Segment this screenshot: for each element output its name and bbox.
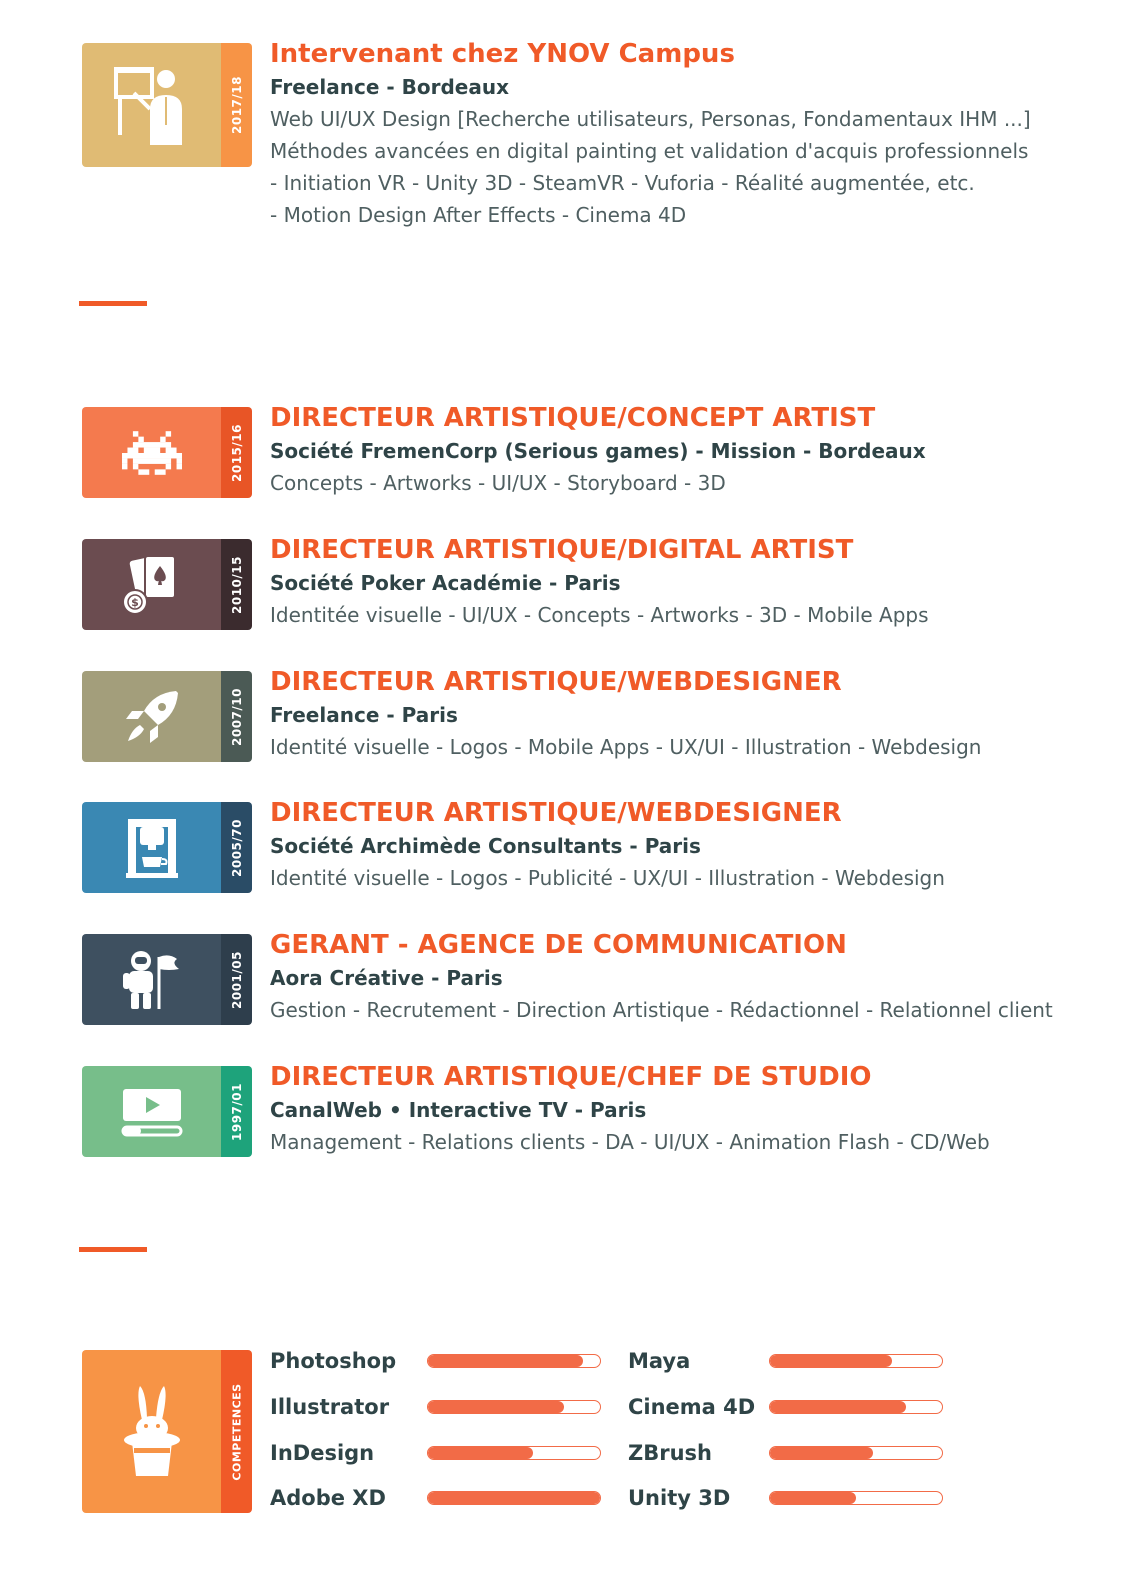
skill-level-bar (769, 1354, 943, 1368)
year-badge (82, 671, 252, 762)
skill-row (628, 1483, 945, 1513)
icon-box (82, 671, 221, 762)
rocket-icon (122, 687, 182, 747)
description-line: Identité visuelle - Logos - Publicité - UX/UI - Illustration - Webdesign (270, 866, 945, 890)
entry-text (270, 401, 1130, 499)
year-bar (221, 671, 252, 762)
year-badge (82, 407, 252, 498)
year-label: 2010/15 (229, 555, 244, 614)
skill-level-fill (770, 1401, 906, 1413)
skill-name: Photoshop (270, 1349, 397, 1373)
skill-level-fill (428, 1355, 583, 1367)
company-name: Aora Créative - Paris (270, 966, 503, 990)
description-line: Identitée visuelle - UI/UX - Concepts - Artworks - 3D - Mobile Apps (270, 603, 929, 627)
job-title: DIRECTEUR ARTISTIQUE/WEBDESIGNER (270, 667, 842, 697)
year-bar (221, 802, 252, 893)
icon-box (82, 407, 221, 498)
entry-text (270, 796, 1130, 894)
entry-text (270, 37, 1130, 231)
skill-row (270, 1438, 603, 1468)
year-bar (221, 539, 252, 630)
year-bar (221, 1066, 252, 1157)
space-invader-icon (122, 431, 182, 475)
description-line: Gestion - Recrutement - Direction Artistique - Rédactionnel - Relationnel client (270, 998, 1053, 1022)
skill-level-bar (769, 1400, 943, 1414)
skill-level-fill (770, 1492, 856, 1504)
video-player-icon (121, 1087, 183, 1137)
year-bar (221, 43, 252, 167)
job-title: DIRECTEUR ARTISTIQUE/DIGITAL ARTIST (270, 535, 854, 565)
description-line: Concepts - Artworks - UI/UX - Storyboard - 3D (270, 471, 726, 495)
year-badge (82, 934, 252, 1025)
year-label: 2001/05 (229, 950, 244, 1009)
description-line: Web UI/UX Design [Recherche utilisateurs, Personas, Fondamentaux IHM ...] (270, 107, 1031, 131)
skill-level-bar (427, 1491, 601, 1505)
skill-level-fill (428, 1492, 600, 1504)
skill-row (270, 1483, 603, 1513)
section-divider (79, 301, 147, 306)
skill-name: Illustrator (270, 1395, 390, 1419)
magic-hat-rabbit-icon (122, 1384, 182, 1480)
year-badge (82, 802, 252, 893)
company-name: Société FremenCorp (Serious games) - Mission - Bordeaux (270, 439, 926, 463)
year-badge (82, 43, 252, 167)
skills-label: COMPETENCES (230, 1382, 243, 1481)
description-line: Management - Relations clients - DA - UI/UX - Animation Flash - CD/Web (270, 1130, 990, 1154)
entry-text (270, 533, 1130, 631)
skill-row (270, 1346, 603, 1376)
icon-box (82, 539, 221, 630)
icon-box (82, 802, 221, 893)
section-divider (79, 1247, 147, 1252)
icon-box (82, 934, 221, 1025)
skill-row (628, 1438, 945, 1468)
skill-level-bar (769, 1446, 943, 1460)
job-title: GERANT - AGENCE DE COMMUNICATION (270, 930, 847, 960)
entry-text (270, 928, 1130, 1026)
skill-row (270, 1392, 603, 1422)
icon-box (82, 1066, 221, 1157)
company-name: Société Archimède Consultants - Paris (270, 834, 701, 858)
job-title: DIRECTEUR ARTISTIQUE/CONCEPT ARTIST (270, 403, 876, 433)
skill-row (628, 1346, 945, 1376)
entry-text (270, 665, 1130, 763)
astronaut-flag-icon (119, 949, 185, 1011)
skill-level-bar (769, 1491, 943, 1505)
skill-level-bar (427, 1354, 601, 1368)
skill-name: Adobe XD (270, 1486, 386, 1510)
skill-name: InDesign (270, 1441, 375, 1465)
company-name: Société Poker Académie - Paris (270, 571, 621, 595)
svg-text:$: $ (130, 595, 139, 609)
job-title: Intervenant chez YNOV Campus (270, 39, 735, 69)
icon-box (82, 1350, 221, 1513)
year-bar (221, 934, 252, 1025)
skill-name: Unity 3D (628, 1486, 731, 1510)
year-label: 1997/01 (229, 1082, 244, 1141)
company-name: Freelance - Bordeaux (270, 75, 509, 99)
year-bar (221, 407, 252, 498)
skill-level-fill (428, 1447, 533, 1459)
teacher-board-icon (114, 65, 190, 145)
year-label: 2005/70 (229, 818, 244, 877)
year-label: 2017/18 (229, 76, 244, 134)
description-line: - Motion Design After Effects - Cinema 4D (270, 203, 687, 227)
description-line: - Initiation VR - Unity 3D - SteamVR - Vuforia - Réalité augmentée, etc. (270, 171, 975, 195)
skill-name: Cinema 4D (628, 1395, 756, 1419)
skill-level-bar (427, 1446, 601, 1460)
year-badge (82, 1066, 252, 1157)
skills-badge (82, 1350, 252, 1513)
year-label: 2007/10 (229, 687, 244, 746)
year-badge (82, 539, 252, 630)
job-title: DIRECTEUR ARTISTIQUE/WEBDESIGNER (270, 798, 842, 828)
job-title: DIRECTEUR ARTISTIQUE/CHEF DE STUDIO (270, 1062, 872, 1092)
description-line: Méthodes avancées en digital painting et validation d'acquis professionnels (270, 139, 1029, 163)
playing-cards-icon (119, 552, 185, 618)
skills-bar (221, 1350, 252, 1513)
skill-level-fill (428, 1401, 564, 1413)
skill-row (628, 1392, 945, 1422)
description-line: Identité visuelle - Logos - Mobile Apps - UX/UI - Illustration - Webdesign (270, 735, 982, 759)
company-name: CanalWeb • Interactive TV - Paris (270, 1098, 647, 1122)
icon-box (82, 43, 221, 167)
skill-name: ZBrush (628, 1441, 712, 1465)
skill-level-bar (427, 1400, 601, 1414)
company-name: Freelance - Paris (270, 703, 458, 727)
skill-level-fill (770, 1447, 873, 1459)
skill-name: Maya (628, 1349, 691, 1373)
entry-text (270, 1060, 1130, 1158)
skill-level-fill (770, 1355, 892, 1367)
coffee-machine-icon (124, 817, 180, 879)
year-label: 2015/16 (229, 423, 244, 482)
